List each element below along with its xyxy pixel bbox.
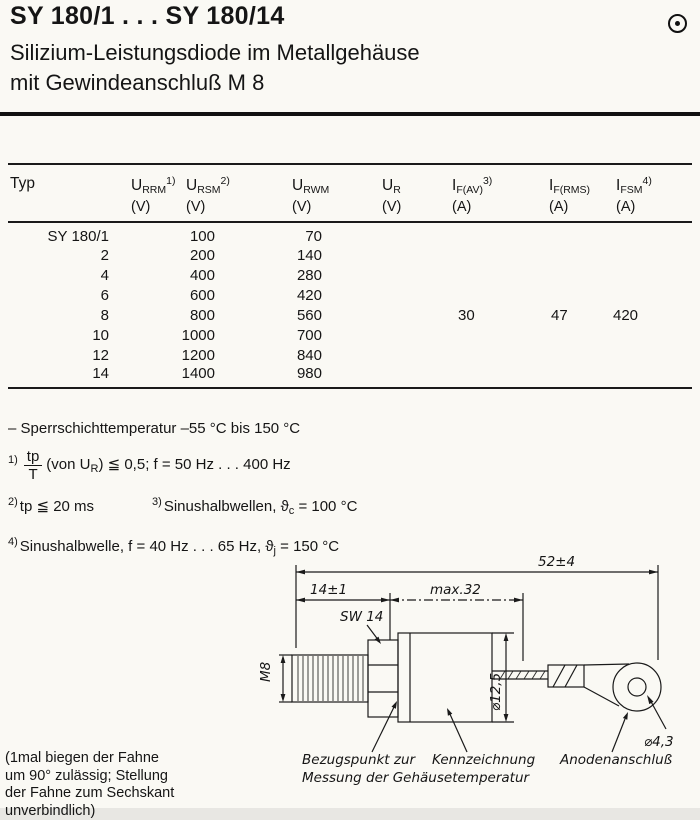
footnote-2-3: $^{2)}$ tp ≦ 20 ms $^{3)}$ Sinushalbwellen, $ϑ_c = 100$ °C — [8, 491, 357, 522]
bend-note-line-2: um 90° zulässig; Stellung — [5, 768, 174, 786]
crimp-sleeve — [548, 665, 584, 687]
wrench-size-callout — [340, 609, 383, 644]
col-header-ifrms: $I_{F(RMS)}$ (A) — [545, 164, 610, 222]
dia-125-label: ⌀12,5 — [488, 673, 504, 711]
dimension-overall-length — [296, 554, 658, 574]
ratings-table — [8, 163, 692, 389]
bend-note-line-3: der Fahne zum Sechskant — [5, 785, 174, 803]
table-row: 12 1200 840 — [8, 345, 692, 365]
diode-body — [398, 633, 492, 722]
table-row: 6 600 420 — [8, 285, 692, 305]
dimension-thread-length — [296, 582, 390, 602]
footnote-4: $^{4)}$ Sinushalbwelle, f = 40 Hz . . . 65 Hz, $ϑ_j = 150$ °C — [8, 531, 357, 562]
table-row: 2 200 140 — [8, 245, 692, 265]
marking-callout — [432, 708, 536, 768]
m8-label: M8 — [258, 662, 274, 682]
subtitle-line-2: mit Gewindeanschluß M 8 — [10, 68, 420, 98]
dimension-hole-diameter — [644, 695, 674, 750]
subtitle-line-1: Silizium-Leistungsdiode im Metallgehäuse — [10, 38, 420, 68]
dimension-body-length — [390, 582, 523, 602]
col-header-ur: $U_R$ (V) — [375, 164, 445, 222]
bend-note-line-4: unverbindlich) — [5, 803, 174, 820]
tp-over-T-fraction: $\frac{tp}{T}$ — [24, 449, 43, 482]
bend-note-line-1: (1mal biegen der Fahne — [5, 750, 174, 768]
dim-14-label: 14±1 — [310, 582, 347, 598]
circle-dot-icon-center — [675, 21, 680, 26]
marking-label: Kennzeichnung — [432, 752, 536, 768]
col-header-urrm: $U_{RRM}^{1)}$ (V) — [125, 164, 180, 222]
ref-point-label-2: Messung der Gehäusetemperatur — [302, 770, 530, 786]
col-header-ursm: $U_{RSM}^{2)}$ (V) — [180, 164, 285, 222]
dia-43-label: ⌀4,3 — [644, 734, 674, 750]
table-row: SY 180/1 100 70 — [8, 222, 692, 245]
header-divider — [0, 112, 700, 116]
col-header-ifav: $I_{F(AV)}^{3)}$ (A) — [445, 164, 545, 222]
table-row: 8 800 560 30 47 420 — [8, 305, 692, 325]
dim-max32-label: max.32 — [430, 582, 481, 598]
junction-temperature-note: – Sperrschichttemperatur –55 °C bis 150 °C — [8, 418, 357, 440]
reference-point-callout — [302, 701, 530, 786]
table-row: 4 400 280 — [8, 265, 692, 285]
table-header-row — [8, 164, 692, 222]
circle-dot-icon — [668, 14, 687, 33]
anode-label: Anodenanschluß — [559, 752, 672, 768]
footnote-1: $^{1)}$ $\frac{tp}{T}$ (von $U_R$) ≦ 0,5; f = 50 Hz . . . 400 Hz — [8, 449, 357, 482]
table-row: 14 1400 980 — [8, 365, 692, 388]
bend-note — [5, 750, 174, 820]
threaded-stud — [292, 655, 368, 702]
col-header-urwm: $U_{RWM}$ (V) — [285, 164, 375, 222]
dimension-thread-diameter — [258, 655, 292, 702]
col-header-typ: Typ — [8, 164, 125, 222]
table-row: 10 1000 700 — [8, 325, 692, 345]
col-header-ifsm: $I_{FSM}^{4)}$ (A) — [610, 164, 692, 222]
page-title: SY 180/1 . . . SY 180/14 — [10, 2, 285, 31]
dim-52-label: 52±4 — [538, 554, 575, 570]
ref-point-label-1: Bezugspunkt zur — [302, 752, 417, 768]
sw14-label: SW 14 — [340, 609, 383, 625]
page-subtitle — [10, 38, 420, 98]
